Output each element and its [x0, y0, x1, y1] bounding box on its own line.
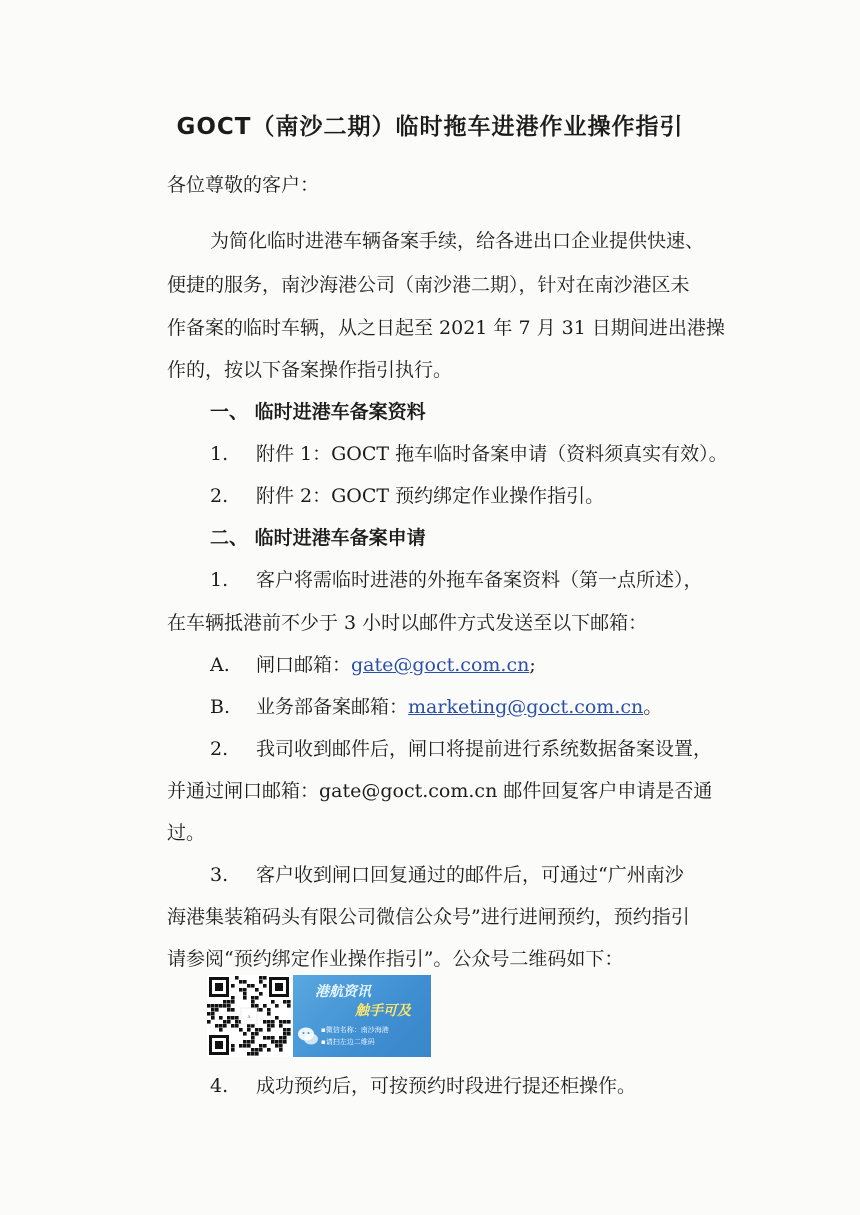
banner-line-4: ▪请扫左边二维码 [321, 1038, 375, 1046]
list-item [210, 483, 604, 509]
banner-line-3: ▪微信名称：南沙海港 [321, 1026, 389, 1034]
list-number: 2. [210, 485, 229, 507]
wechat-qr-banner [207, 975, 431, 1057]
list-text: 我司收到邮件后，闸口将提前进行系统数据备案设置， [256, 738, 713, 760]
document-title: GOCT（南沙二期）临时拖车进港作业操作指引 [176, 114, 684, 140]
greeting: 各位尊敬的客户： [167, 174, 320, 196]
svg-text:⚓: ⚓ [247, 1014, 251, 1019]
list-text: 附件 2：GOCT 预约绑定作业操作指引。 [256, 485, 605, 507]
item2-line-2: 并通过闸口邮箱：gate@goct.com.cn 邮件回复客户申请是否通 [167, 780, 713, 802]
item2-line-3: 过。 [167, 822, 206, 844]
qr-code-image [207, 975, 291, 1057]
mail-label: 业务部备案邮箱： [256, 696, 409, 718]
list-number: 4. [210, 1075, 229, 1097]
list-text: 客户收到闸口回复通过的邮件后，可通过“广州南沙 [256, 864, 684, 886]
list-number: A. [210, 654, 230, 676]
list-text: 附件 1：GOCT 拖车临时备案申请（资料须真实有效）。 [256, 443, 728, 465]
mail-marketing-row [210, 694, 662, 720]
list-item [210, 736, 712, 762]
banner-line-2: 触手可及 [355, 1003, 411, 1019]
mail-tail: 。 [643, 696, 663, 718]
list-number: B. [210, 696, 231, 718]
list-text: 客户将需临时进港的外拖车备案资料（第一点所述）， [256, 569, 703, 591]
item3-line-2: 海港集装箱码头有限公司微信公众号”进行进闸预约，预约指引 [167, 906, 690, 928]
list-text: 成功预约后，可按预约时段进行提还柜操作。 [256, 1075, 637, 1097]
intro-line-4: 作的，按以下备案操作指引执行。 [167, 359, 453, 381]
item1-line-2: 在车辆抵港前不少于 3 小时以邮件方式发送至以下邮箱： [167, 612, 648, 634]
list-item [210, 1073, 636, 1099]
mail-tail: ; [529, 654, 536, 676]
list-number: 1. [210, 443, 229, 465]
item3-line-3: 请参阅“预约绑定作业操作指引”。公众号二维码如下： [167, 948, 624, 970]
section-2-heading: 二、 临时进港车备案申请 [210, 527, 426, 549]
list-number: 2. [210, 738, 229, 760]
list-number: 1. [210, 569, 229, 591]
list-item [210, 441, 728, 467]
list-number: 3. [210, 864, 229, 886]
list-item [210, 567, 703, 593]
section-1-heading: 一、 临时进港车备案资料 [210, 401, 426, 423]
intro-line-1: 为简化临时进港车辆备案手续，给各进出口企业提供快速、 [210, 230, 705, 252]
intro-line-2: 便捷的服务，南沙海港公司（南沙港二期），针对在南沙港区未 [167, 274, 690, 296]
gate-email-link[interactable]: gate@goct.com.cn [351, 654, 530, 676]
wechat-banner [293, 975, 431, 1057]
mail-gate-row [210, 652, 536, 678]
mail-label: 闸口邮箱： [256, 654, 352, 676]
intro-line-3: 作备案的临时车辆，从之日起至 2021 年 7 月 31 日期间进出港操 [167, 317, 725, 339]
wechat-icon [297, 1025, 319, 1047]
qr-code-icon [207, 975, 291, 1057]
marketing-email-link[interactable]: marketing@goct.com.cn [408, 696, 644, 718]
banner-line-1: 港航资讯 [315, 984, 371, 1000]
list-item [210, 862, 684, 888]
